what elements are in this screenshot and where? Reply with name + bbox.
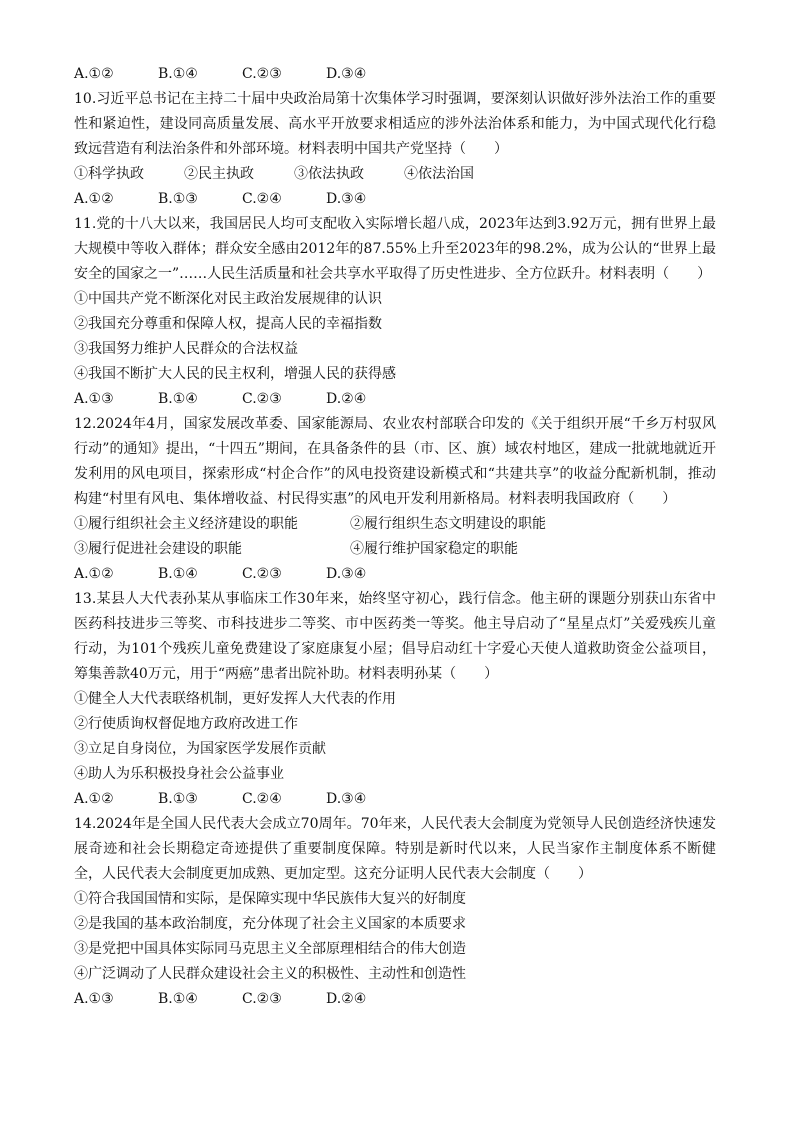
- question-12-stem: 12.2024年4月，国家发展改革委、国家能源局、农业农村部联合印发的《关于组织开展“千乡万村驭风行动”的通知》提出，“十四五”期间，在具备条件的县（市、区、旗）域农村地区，建成一批就地就近开发利用的风电项目，探索形成“村企合作”的风电投资建设新模式和“共建共享”的收益分配新机制，推动构建“村里有风电、集体增收益、村民得实惠”的风电开发利用新格局。材料表明我国政府（ ）: [74, 416, 716, 507]
- option-c: C.②③: [242, 66, 282, 82]
- question-10-options: [74, 187, 716, 212]
- question-11-stem: 11.党的十八大以来，我国居民人均可支配收入实际增长超八成，2023年达到3.92万元，拥有世界上最大规模中等收入群体；群众安全感由2012年的87.55%上升至2023年的98.2%，成为公认的“世界上最安全的国家之一”……人民生活质量和社会共享水平取得了历史性进步、全方位跃升。材料表明（ ）: [74, 216, 716, 282]
- statement-3: ③立足自身岗位，为国家医学发展作贡献: [74, 741, 326, 757]
- question-14-stem: 14.2024年是全国人民代表大会成立70周年。70年来，人民代表大会制度为党领导人民创造经济快速发展奇迹和社会长期稳定奇迹提供了重要制度保障。特别是新时代以来，人民当家作主制度体系不断健全，人民代表大会制度更加成熟、更加定型。这充分证明人民代表大会制度（ ）: [74, 816, 716, 882]
- question-11: [74, 212, 716, 412]
- statement-1: ①履行组织社会主义经济建设的职能: [74, 516, 298, 532]
- statement-2: ②履行组织生态文明建设的职能: [350, 516, 546, 532]
- option-d: D.③④: [326, 791, 367, 807]
- option-b: B.①④: [158, 991, 198, 1007]
- option-a: A.①②: [74, 566, 114, 582]
- statement-2: ②民主执政: [184, 166, 254, 182]
- option-c: C.②④: [242, 191, 282, 207]
- question-13-options: [74, 787, 716, 812]
- option-b: B.①④: [158, 391, 198, 407]
- option-a: A.①②: [74, 791, 114, 807]
- statement-2: ②是我国的基本政治制度，充分体现了社会主义国家的本质要求: [74, 916, 466, 932]
- statement-3: ③我国努力维护人民群众的合法权益: [74, 341, 298, 357]
- option-a: A.①②: [74, 191, 114, 207]
- question-12-statements: [74, 512, 716, 562]
- statement-3: ③是党把中国具体实际同马克思主义全部原理相结合的伟大创造: [74, 941, 466, 957]
- option-b: B.①④: [158, 566, 198, 582]
- question-10: [74, 87, 716, 212]
- statement-4: ④广泛调动了人民群众建设社会主义的积极性、主动性和创造性: [74, 966, 466, 982]
- option-d: D.③④: [326, 191, 367, 207]
- statement-2: ②我国充分尊重和保障人权，提高人民的幸福指数: [74, 316, 382, 332]
- option-c: C.②③: [242, 566, 282, 582]
- question-12: [74, 412, 716, 587]
- statement-4: ④助人为乐积极投身社会公益事业: [74, 766, 284, 782]
- statement-2: ②行使质询权督促地方政府改进工作: [74, 716, 298, 732]
- option-a: A.①③: [74, 991, 114, 1007]
- statement-1: ①科学执政: [74, 166, 144, 182]
- statement-1: ①符合我国国情和实际，是保障实现中华民族伟大复兴的好制度: [74, 891, 466, 907]
- prev-question-options: [74, 62, 716, 87]
- option-d: D.②④: [326, 991, 367, 1007]
- statement-3: ③履行促进社会建设的职能: [74, 541, 242, 557]
- option-b: B.①④: [158, 66, 198, 82]
- question-14-options: [74, 987, 716, 1012]
- question-11-options: [74, 387, 716, 412]
- option-c: C.②③: [242, 991, 282, 1007]
- option-c: C.②④: [242, 791, 282, 807]
- statement-1: ①中国共产党不断深化对民主政治发展规律的认识: [74, 291, 382, 307]
- option-d: D.②④: [326, 391, 367, 407]
- statement-1: ①健全人大代表联络机制，更好发挥人大代表的作用: [74, 691, 396, 707]
- statement-3: ③依法执政: [294, 166, 364, 182]
- option-a: A.①②: [74, 66, 114, 82]
- question-10-stem: 10.习近平总书记在主持二十届中央政治局第十次集体学习时强调，要深刻认识做好涉外法治工作的重要性和紧迫性，建设同高质量发展、高水平开放要求相适应的涉外法治体系和能力，为中国式现代化行稳致远营造有利法治条件和外部环境。材料表明中国共产党坚持（ ）: [74, 91, 716, 157]
- question-13: [74, 587, 716, 812]
- question-12-options: [74, 562, 716, 587]
- statement-4: ④我国不断扩大人民的民主权利，增强人民的获得感: [74, 366, 396, 382]
- option-b: B.①③: [158, 791, 198, 807]
- option-d: D.③④: [326, 566, 367, 582]
- option-b: B.①③: [158, 191, 198, 207]
- statement-4: ④履行维护国家稳定的职能: [350, 541, 518, 557]
- question-13-stem: 13.某县人大代表孙某从事临床工作30年来，始终坚守初心，践行信念。他主研的课题分别获山东省中医药科技进步三等奖、市科技进步二等奖、市中医药类一等奖。他主导启动了“星星点灯”关爱残疾儿童行动，为101个残疾儿童免费建设了家庭康复小屋；倡导启动红十字爱心天使人道救助资金公益项目，筹集善款40万元，用于“两癌”患者出院补助。材料表明孙某（ ）: [74, 591, 716, 682]
- option-a: A.①③: [74, 391, 114, 407]
- question-14: [74, 812, 716, 1012]
- statement-4: ④依法治国: [404, 166, 474, 182]
- option-d: D.③④: [326, 66, 367, 82]
- question-10-statements: [74, 162, 716, 187]
- option-c: C.②③: [242, 391, 282, 407]
